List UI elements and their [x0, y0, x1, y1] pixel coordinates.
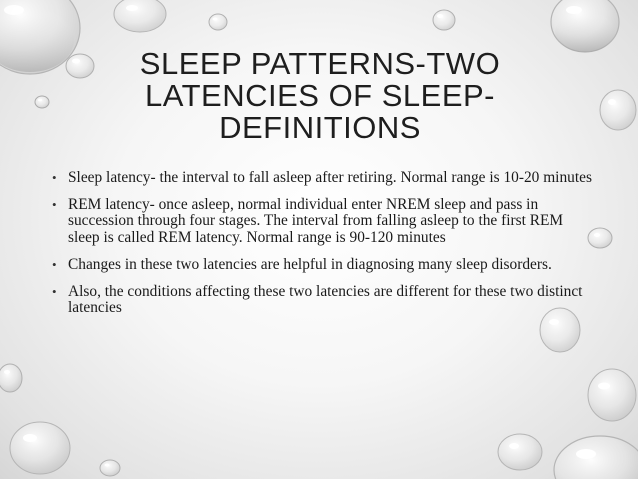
bullet-list — [52, 170, 592, 327]
bullet-text: Changes in these two latencies are helpful in diagnosing many sleep disorders. — [68, 255, 552, 273]
slide-title — [110, 48, 530, 144]
bullet-marker: • — [52, 284, 57, 300]
title-line: DEFINITIONS — [219, 110, 421, 145]
bullet-marker: • — [52, 170, 57, 185]
bullet-item — [52, 257, 592, 273]
title-line: LATENCIES OF SLEEP- — [144, 78, 495, 113]
water-drop — [0, 364, 22, 392]
water-drop — [551, 0, 619, 52]
bullet-item — [52, 197, 592, 246]
water-drop — [588, 369, 636, 421]
bullet-text: REM latency- once asleep, normal individual enter NREM sleep and pass in succession through four stages. The interval from falling asleep to the first REM sleep is called REM latency. Normal range is 90-120 minutes — [68, 196, 564, 246]
water-drop — [100, 460, 120, 476]
bullet-marker: • — [52, 197, 57, 213]
title-line: SLEEP PATTERNS-TWO — [139, 46, 501, 81]
water-drop — [554, 436, 638, 479]
water-drop — [114, 0, 166, 32]
bullet-marker: • — [52, 256, 57, 272]
water-drop — [498, 434, 542, 470]
bullet-item — [52, 284, 592, 316]
bullet-item — [52, 170, 592, 186]
water-drop — [35, 96, 49, 108]
water-drop — [209, 14, 227, 30]
bullet-text: Sleep latency- the interval to fall asleep after retiring. Normal range is 10-20 minutes — [68, 169, 592, 186]
water-drop — [66, 54, 94, 78]
water-drop — [433, 10, 455, 30]
bullet-text: Also, the conditions affecting these two latencies are different for these two distinct latencies — [68, 283, 583, 317]
water-drop — [600, 90, 636, 130]
water-drop — [10, 422, 70, 474]
